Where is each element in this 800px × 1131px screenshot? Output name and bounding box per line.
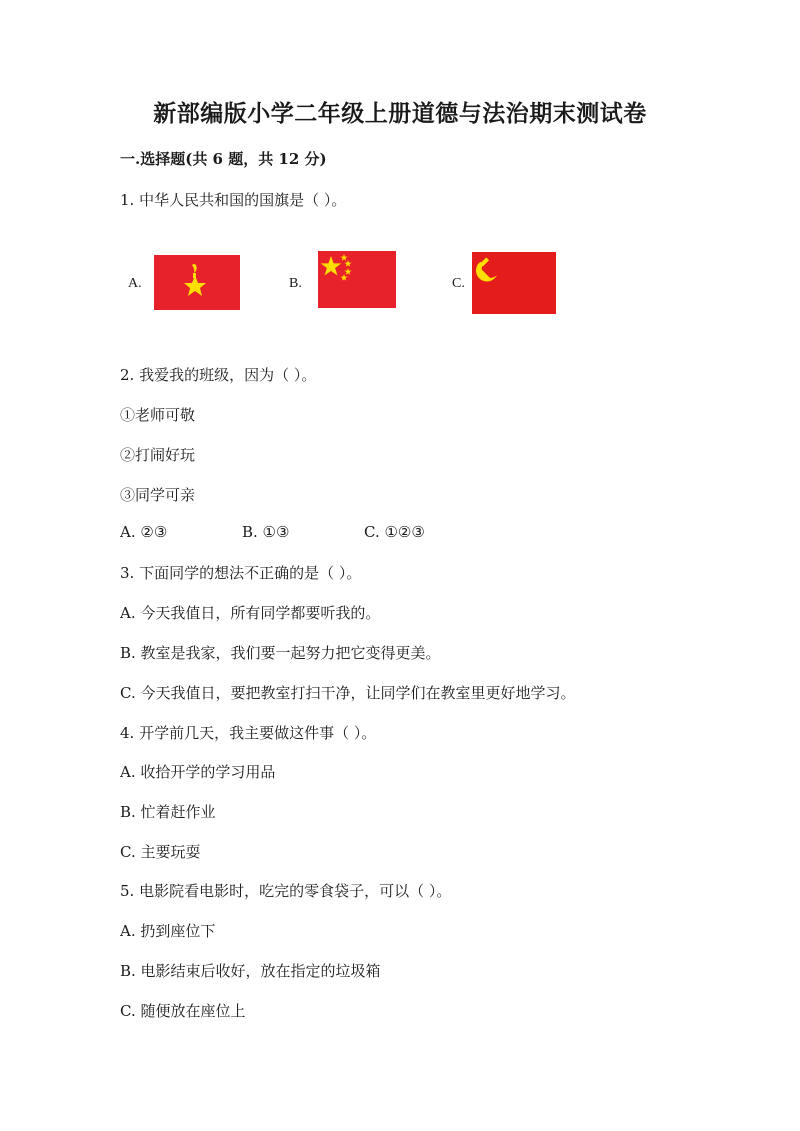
option-b-label: B. <box>289 276 302 291</box>
question-1-stem: 1. 中华人民共和国的国旗是（ ）。 <box>120 191 347 209</box>
question-3-option-a: A. 今天我值日，所有同学都要听我的。 <box>120 604 381 622</box>
five-star-red-flag-icon <box>318 251 396 308</box>
flag-torch-handle <box>193 273 196 278</box>
question-2-option-a: A. ②③ <box>120 523 168 541</box>
young-pioneers-flag-icon <box>154 255 240 310</box>
question-5-stem: 5. 电影院看电影时，吃完的零食袋子，可以（ ）。 <box>120 882 452 900</box>
question-3-stem: 3. 下面同学的想法不正确的是（ ）。 <box>120 564 362 582</box>
question-2-item-1: ①老师可敬 <box>120 406 196 424</box>
question-2-item-2: ②打闹好玩 <box>120 446 196 464</box>
question-4-option-b: B. 忙着赶作业 <box>120 803 216 821</box>
option-c-label: C. <box>452 276 465 291</box>
section-heading: 一.选择题(共 6 题，共 12 分) <box>120 150 327 168</box>
question-3-option-c: C. 今天我值日，要把教室打扫干净，让同学们在教室里更好地学习。 <box>120 684 576 702</box>
question-2-item-3: ③同学可亲 <box>120 486 196 504</box>
question-4-option-c: C. 主要玩耍 <box>120 843 201 861</box>
question-5-option-b: B. 电影结束后收好，放在指定的垃圾箱 <box>120 962 381 980</box>
question-2-option-b: B. ①③ <box>242 523 290 541</box>
question-4-stem: 4. 开学前几天，我主要做这件事（ ）。 <box>120 724 377 742</box>
question-5-option-a: A. 扔到座位下 <box>120 922 216 940</box>
communist-party-flag-icon <box>472 252 556 314</box>
option-a-label: A. <box>128 276 142 291</box>
question-4-option-a: A. 收拾开学的学习用品 <box>120 763 276 781</box>
question-2-option-c: C. ①②③ <box>364 523 425 541</box>
question-2-stem: 2. 我爱我的班级，因为（ ）。 <box>120 366 317 384</box>
page-title: 新部编版小学二年级上册道德与法治期末测试卷 <box>153 100 647 127</box>
question-5-option-c: C. 随便放在座位上 <box>120 1002 246 1020</box>
question-3-option-b: B. 教室是我家，我们要一起努力把它变得更美。 <box>120 644 441 662</box>
prc-flag-field <box>318 251 396 308</box>
